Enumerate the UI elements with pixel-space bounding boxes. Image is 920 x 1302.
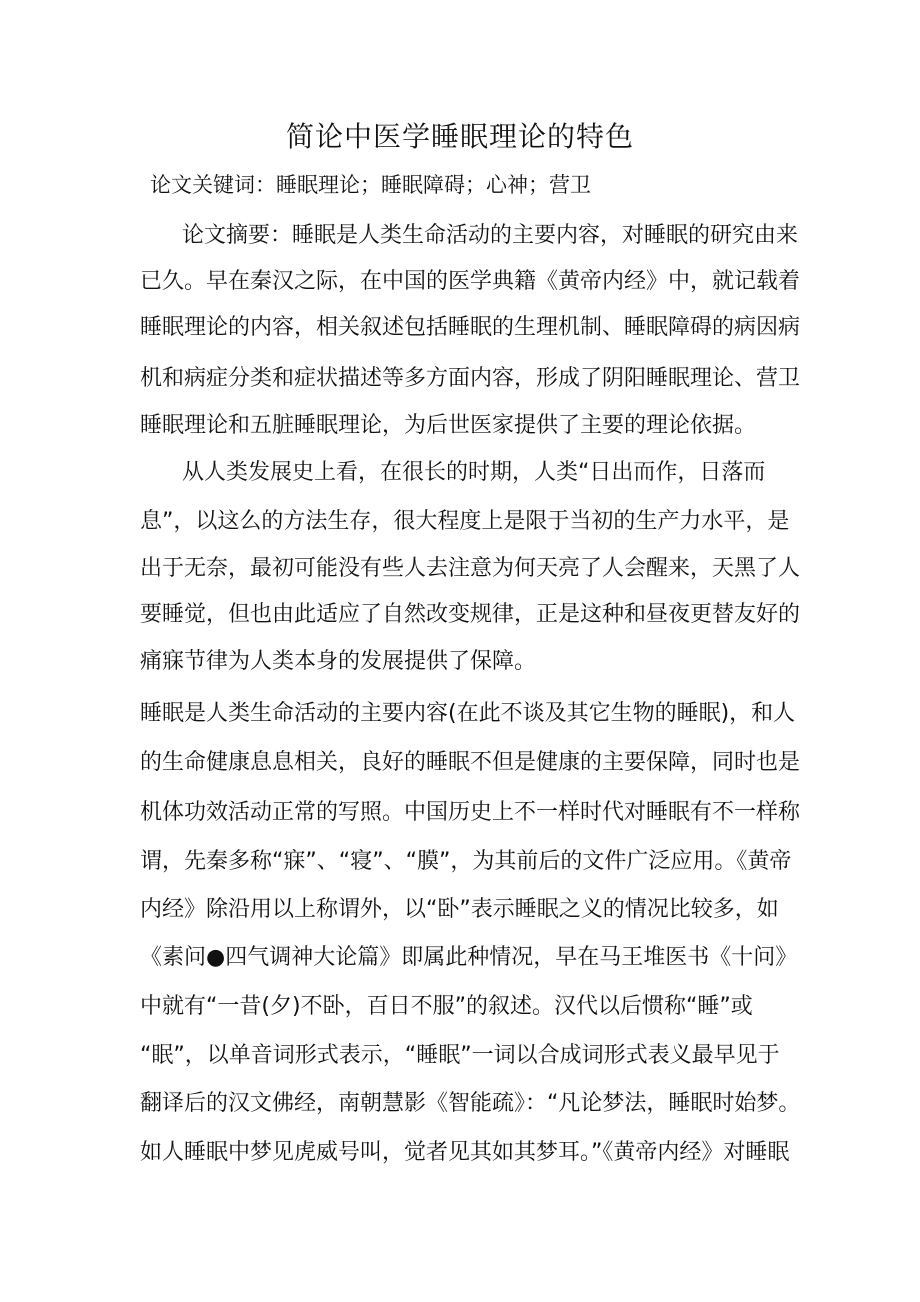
text-line: 内经》除沿用以上称谓外，以“卧”表示睡眠之义的情况比较多，如 xyxy=(140,897,779,922)
text-line: 的生命健康息息相关，良好的睡眠不但是健康的主要保障，同时也是 xyxy=(140,750,801,775)
text-line: 谓，先秦多称“寐”、“寝”、“膜”，为其前后的文件广泛应用。《黄帝 xyxy=(140,849,792,874)
text-line: 出于无奈，最初可能没有些人去注意为何天亮了人会醒来，天黑了人 xyxy=(140,556,801,581)
keywords-line: 论文关键词：睡眠理论；睡眠障碍；心神；营卫 xyxy=(150,173,591,197)
text-line: 从人类发展史上看，在很长的时期，人类“日出而作，日落而 xyxy=(182,460,766,485)
text-line: 机体功效活动正常的写照。中国历史上不一样时代对睡眠有不一样称 xyxy=(140,800,801,825)
text-line: 睡眠理论的内容，相关叙述包括睡眠的生理机制、睡眠障碍的病因病 xyxy=(140,315,801,340)
text-line: 如人睡眠中梦见虎威号叫，觉者见其如其梦耳。”《黄帝内经》对睡眠 xyxy=(140,1140,790,1165)
text-line: 已久。早在秦汉之际，在中国的医学典籍《黄帝内经》中，就记载着 xyxy=(140,269,801,294)
text-line: 翻译后的汉文佛经，南朝慧影《智能疏》：“凡论梦法，睡眠时始梦。 xyxy=(140,1091,801,1116)
text-line: 痛寐节律为人类本身的发展提供了保障。 xyxy=(140,649,537,674)
text-line: 论文摘要：睡眠是人类生命活动的主要内容，对睡眠的研究由来 xyxy=(182,223,799,248)
document-title: 简论中医学睡眠理论的特色 xyxy=(285,120,634,153)
text-line: 中就有“一昔(夕)不卧，百日不服”的叙述。汉代以后惯称“睡”或 xyxy=(140,994,753,1019)
text-line: 睡眠理论和五脏睡眠理论，为后世医家提供了主要的理论依据。 xyxy=(140,413,757,438)
text-line: “眠”，以单音词形式表示，“睡眠”一词以合成词形式表义最早见于 xyxy=(140,1043,780,1068)
text-line: 《素问●四气调神大论篇》即属此种情况，早在马王堆医书《十问》 xyxy=(140,945,798,970)
text-line: 息”，以这么的方法生存，很大程度上是限于当初的生产力水平，是 xyxy=(140,509,790,534)
text-line: 睡眠是人类生命活动的主要内容(在此不谈及其它生物的睡眠)，和人 xyxy=(140,701,796,726)
text-line: 机和病症分类和症状描述等多方面内容，形成了阴阳睡眠理论、营卫 xyxy=(140,366,801,391)
text-line: 要睡觉，但也由此适应了自然改变规律，正是这种和昼夜更替友好的 xyxy=(140,602,801,627)
